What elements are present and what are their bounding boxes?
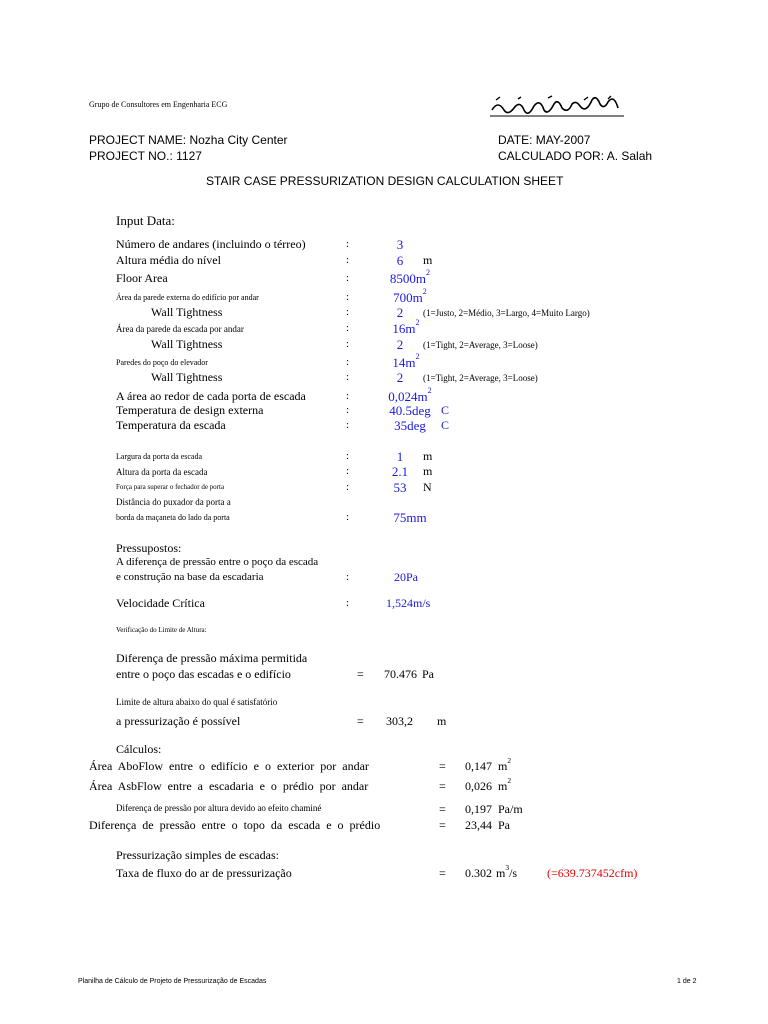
input-row-value: 53 [393, 480, 407, 495]
input-row-label: borda da maçaneta do lado da porta [116, 513, 230, 522]
simple-pressurization-heading: Pressurização simples de escadas: [116, 848, 279, 862]
colon: : [346, 254, 350, 266]
input-row-value: $0,024m^2$ [388, 386, 432, 404]
airflow-cfm: (=639.737452cfm) [547, 866, 638, 880]
input-row [0, 464, 768, 480]
assumption-line-1: A diferença de pressão entre o poço da escada [116, 556, 319, 568]
input-row-label: Temperatura de design externa [116, 403, 264, 417]
input-row-value: 2 [396, 305, 404, 320]
input-row-note: (1=Tight, 2=Average, 3=Loose) [423, 373, 538, 383]
calc-row-top-diff-label: Diferença de pressão entre o topo da escada e o prédio [89, 818, 381, 832]
input-row-label: Área da parede externa do edifício por andar [116, 293, 259, 302]
input-row-unit: C [441, 403, 450, 417]
input-row-label: Distância do puxador da porta a [116, 497, 231, 507]
page-number: 1 de 2 [677, 978, 697, 985]
input-row [0, 370, 768, 386]
input-row [0, 418, 768, 434]
colon: : [346, 291, 350, 303]
input-row-label: Floor Area [116, 271, 168, 285]
input-row [0, 318, 768, 337]
assumptions-heading: Pressupostos: [116, 541, 182, 555]
input-row-value: $8500m^2$ [389, 268, 431, 286]
colon: : [346, 371, 350, 383]
input-row-label: Wall Tightness [151, 370, 223, 384]
colon: : [346, 390, 350, 402]
input-row-value: $700m^2$ [393, 287, 427, 305]
colon: : [346, 272, 350, 284]
max-diff-line-2: entre o poço das escadas e o edifício [116, 667, 291, 681]
project-number: PROJECT NO.: 1127 [89, 149, 202, 163]
input-row [0, 510, 768, 526]
equals-sign: = [357, 714, 364, 728]
height-check-heading: Verificação do Limite de Altura: [116, 626, 207, 634]
input-row [0, 494, 768, 510]
input-row-value: 2 [396, 370, 404, 385]
colon: : [346, 306, 350, 318]
input-row-note: (1=Justo, 2=Médio, 3=Largo, 4=Muito Largo) [423, 308, 590, 318]
input-row-value: $14m^2$ [392, 352, 420, 370]
input-row [0, 337, 768, 353]
input-row-label: Temperatura da escada [116, 418, 226, 432]
input-row-label: Força para superar o fechador de porta [116, 483, 225, 491]
input-row-value: 75mm [393, 510, 427, 525]
input-row-label: Área da parede da escada por andar [116, 324, 244, 334]
airflow-unit: $m^3/s$ [496, 863, 518, 880]
calc-row-top-diff-unit: Pa [498, 818, 510, 832]
input-row [0, 237, 768, 253]
input-row-unit: C [441, 418, 450, 432]
limit-line-2: a pressurização é possível [116, 714, 241, 728]
calc-row-asbflow-value: 0,026 [465, 779, 492, 793]
input-row [0, 403, 768, 419]
input-row-value: 3 [396, 237, 404, 252]
date: DATE: MAY-2007 [498, 133, 591, 147]
input-row [0, 287, 768, 306]
input-row [0, 268, 768, 287]
input-row-value: 6 [396, 253, 404, 268]
max-diff-unit: Pa [422, 667, 434, 681]
colon: : [346, 404, 350, 416]
colon: : [346, 322, 350, 334]
input-row-label: Wall Tightness [151, 305, 223, 319]
critical-velocity-value: 1,524m/s [386, 596, 431, 610]
input-row-label: Altura da porta da escada [116, 467, 208, 477]
input-row [0, 449, 768, 465]
calc-row-stack-value: 0,197 [465, 802, 492, 816]
critical-velocity-label: Velocidade Crítica [116, 596, 205, 610]
colon: : [346, 511, 350, 523]
input-row [0, 305, 768, 321]
input-row-unit: N [423, 480, 432, 494]
calc-row-stack-unit: Pa/m [498, 802, 523, 816]
calculations-heading: Cálculos: [116, 742, 162, 756]
input-row [0, 253, 768, 269]
input-row-value: 1 [396, 449, 404, 464]
input-row-unit: m [423, 253, 433, 267]
colon: : [346, 597, 350, 609]
project-name: PROJECT NAME: Nozha City Center [89, 133, 288, 147]
calc-row-top-diff-value: 23,44 [465, 818, 492, 832]
calc-row-aboflow-unit: $m^2$ [498, 756, 512, 773]
max-diff-line-1: Diferença de pressão máxima permitida [116, 651, 308, 665]
input-row-unit: m [423, 464, 433, 478]
footer-title: Planilha de Cálculo de Projeto de Pressurização de Escadas [78, 978, 267, 985]
equals-sign: = [439, 779, 446, 793]
equals-sign: = [439, 818, 446, 832]
colon: : [346, 419, 350, 431]
input-row-label: Wall Tightness [151, 337, 223, 351]
limit-unit: m [437, 714, 447, 728]
input-row-note: (1=Tight, 2=Average, 3=Loose) [423, 340, 538, 350]
calc-row-aboflow-value: 0,147 [465, 759, 492, 773]
input-row-value: 40.5deg [389, 403, 431, 418]
assumption-line-2: e construção na base da escadaria [116, 571, 264, 583]
calc-row-asbflow-label: Área AsbFlow entre a escadaria e o prédio por andar [89, 779, 369, 793]
input-row-label: Altura média do nível [116, 253, 221, 267]
colon: : [346, 571, 350, 583]
equals-sign: = [439, 866, 446, 880]
calculated-by: CALCULADO POR: A. Salah [498, 149, 653, 163]
colon: : [346, 356, 350, 368]
input-row-unit: m [423, 449, 433, 463]
calc-row-stack-label: Diferença de pressão por altura devido ao efeito chaminé [116, 803, 322, 813]
input-row-label: Largura da porta da escada [116, 452, 203, 461]
company-name: Grupo de Consultores em Engenharia ECG [89, 100, 228, 109]
input-data-heading: Input Data: [116, 213, 175, 228]
input-row-value: 2 [396, 337, 404, 352]
colon: : [346, 238, 350, 250]
input-row-label: A área ao redor de cada porta de escada [116, 389, 306, 403]
input-row-value: 2.1 [391, 464, 409, 479]
colon: : [346, 465, 350, 477]
equals-sign: = [357, 667, 364, 681]
input-row-value: 35deg [394, 418, 426, 433]
calc-row-aboflow-label: Área AboFlow entre o edifício e o exterior por andar [89, 759, 369, 773]
limit-line-1: Limite de altura abaixo do qual é satisfatório [116, 697, 278, 707]
calc-row-asbflow-unit: $m^2$ [498, 776, 512, 793]
colon: : [346, 450, 350, 462]
input-row-label: Paredes do poço do elevador [116, 358, 208, 367]
input-row-label: Número de andares (incluindo o térreo) [116, 237, 306, 251]
equals-sign: = [439, 759, 446, 773]
limit-value: 303,2 [386, 714, 413, 728]
airflow-value: 0.302 [465, 866, 492, 880]
pressure-diff-value: 20Pa [394, 570, 418, 584]
colon: : [346, 338, 350, 350]
colon: : [346, 481, 350, 493]
equals-sign: = [439, 802, 446, 816]
arabic-signature-logo [488, 94, 626, 120]
input-row-value: $16m^2$ [392, 318, 420, 336]
airflow-label: Taxa de fluxo do ar de pressurização [116, 866, 292, 880]
input-row [0, 352, 768, 371]
max-diff-value: 70.476 [384, 667, 417, 681]
sheet-title: STAIR CASE PRESSURIZATION DESIGN CALCULATION SHEET [206, 174, 564, 188]
